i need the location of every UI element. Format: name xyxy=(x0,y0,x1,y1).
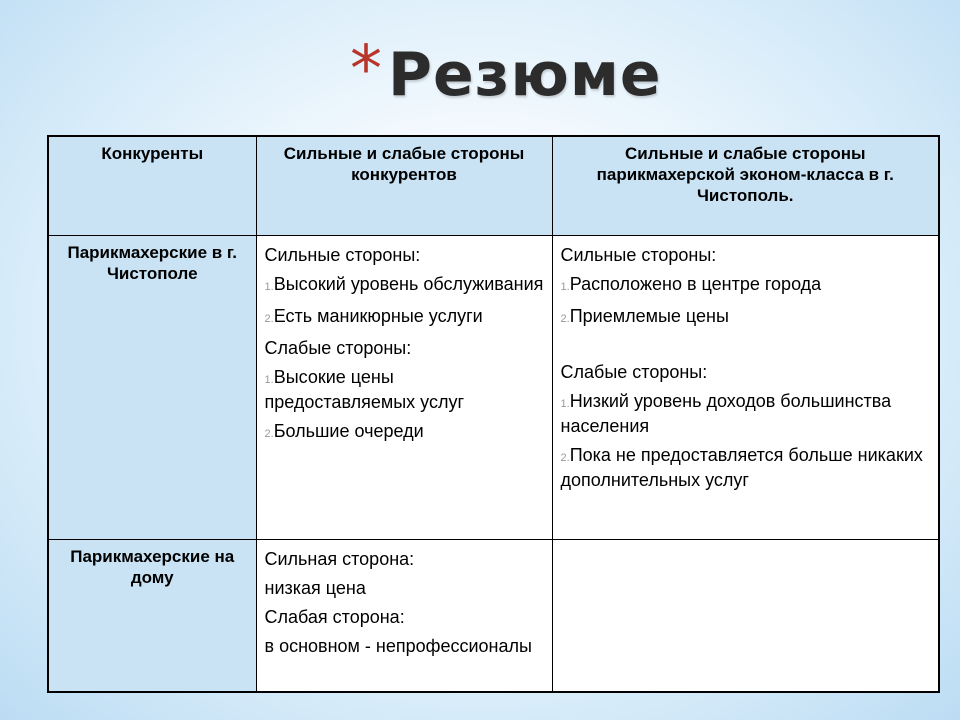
header-competitors: Конкуренты xyxy=(48,136,256,236)
header-own-strengths: Сильные и слабые стороны парикмахерской эконом-класса в г. Чистополь. xyxy=(552,136,939,236)
item-text: Пока не предоставляется больше никаких дополнительных услуг xyxy=(560,445,923,490)
item-text: Высокие цены предоставляемых услуг xyxy=(264,367,465,412)
cell-home-own xyxy=(552,540,939,692)
weaknesses-title: Слабые стороны: xyxy=(264,338,412,358)
list-item xyxy=(561,390,931,437)
page-title: Резюме xyxy=(388,40,662,110)
item-number: 2. xyxy=(560,452,570,464)
cell-home-competitor xyxy=(256,540,552,692)
header-competitor-strengths: Сильные и слабые стороны конкурентов xyxy=(256,136,552,236)
list-item xyxy=(265,273,544,298)
list-item xyxy=(561,305,931,330)
weakness-title: Слабая сторона: xyxy=(264,607,405,627)
cell-salons-competitor xyxy=(256,236,552,540)
table-row xyxy=(48,236,939,540)
asterisk-icon: * xyxy=(350,33,382,107)
item-text: Приемлемые цены xyxy=(569,306,729,326)
cell-salons-own xyxy=(552,236,939,540)
item-number: 1. xyxy=(560,398,570,410)
item-number: 1. xyxy=(560,281,570,293)
row-label-home: Парикмахерские на дому xyxy=(48,540,256,692)
item-number: 2. xyxy=(264,313,274,325)
list-item xyxy=(265,305,544,330)
item-text: Расположено в центре города xyxy=(569,274,822,294)
weaknesses-title: Слабые стороны: xyxy=(560,362,708,382)
list-item xyxy=(561,444,931,491)
summary-table xyxy=(47,135,940,693)
item-text: Большие очереди xyxy=(273,421,424,441)
slide-title xyxy=(350,30,662,120)
row-label-salons: Парикмахерские в г. Чистополе xyxy=(48,236,256,540)
strength-text: низкая цена xyxy=(264,578,366,598)
item-number: 2. xyxy=(560,313,570,325)
item-text: Высокий уровень обслуживания xyxy=(273,274,544,294)
item-number: 1. xyxy=(264,281,274,293)
spacer xyxy=(561,337,931,361)
item-number: 2. xyxy=(264,428,274,440)
list-item xyxy=(265,366,544,413)
item-number: 1. xyxy=(264,374,274,386)
strengths-title: Сильные стороны: xyxy=(560,245,717,265)
table-header-row xyxy=(48,136,939,236)
item-text: Низкий уровень доходов большинства населения xyxy=(560,391,892,436)
strengths-title: Сильные стороны: xyxy=(264,245,421,265)
strength-title: Сильная сторона: xyxy=(264,549,415,569)
weakness-text: в основном - непрофессионалы xyxy=(264,636,532,656)
list-item xyxy=(265,420,544,445)
table-row xyxy=(48,540,939,692)
list-item xyxy=(561,273,931,298)
item-text: Есть маникюрные услуги xyxy=(273,306,483,326)
